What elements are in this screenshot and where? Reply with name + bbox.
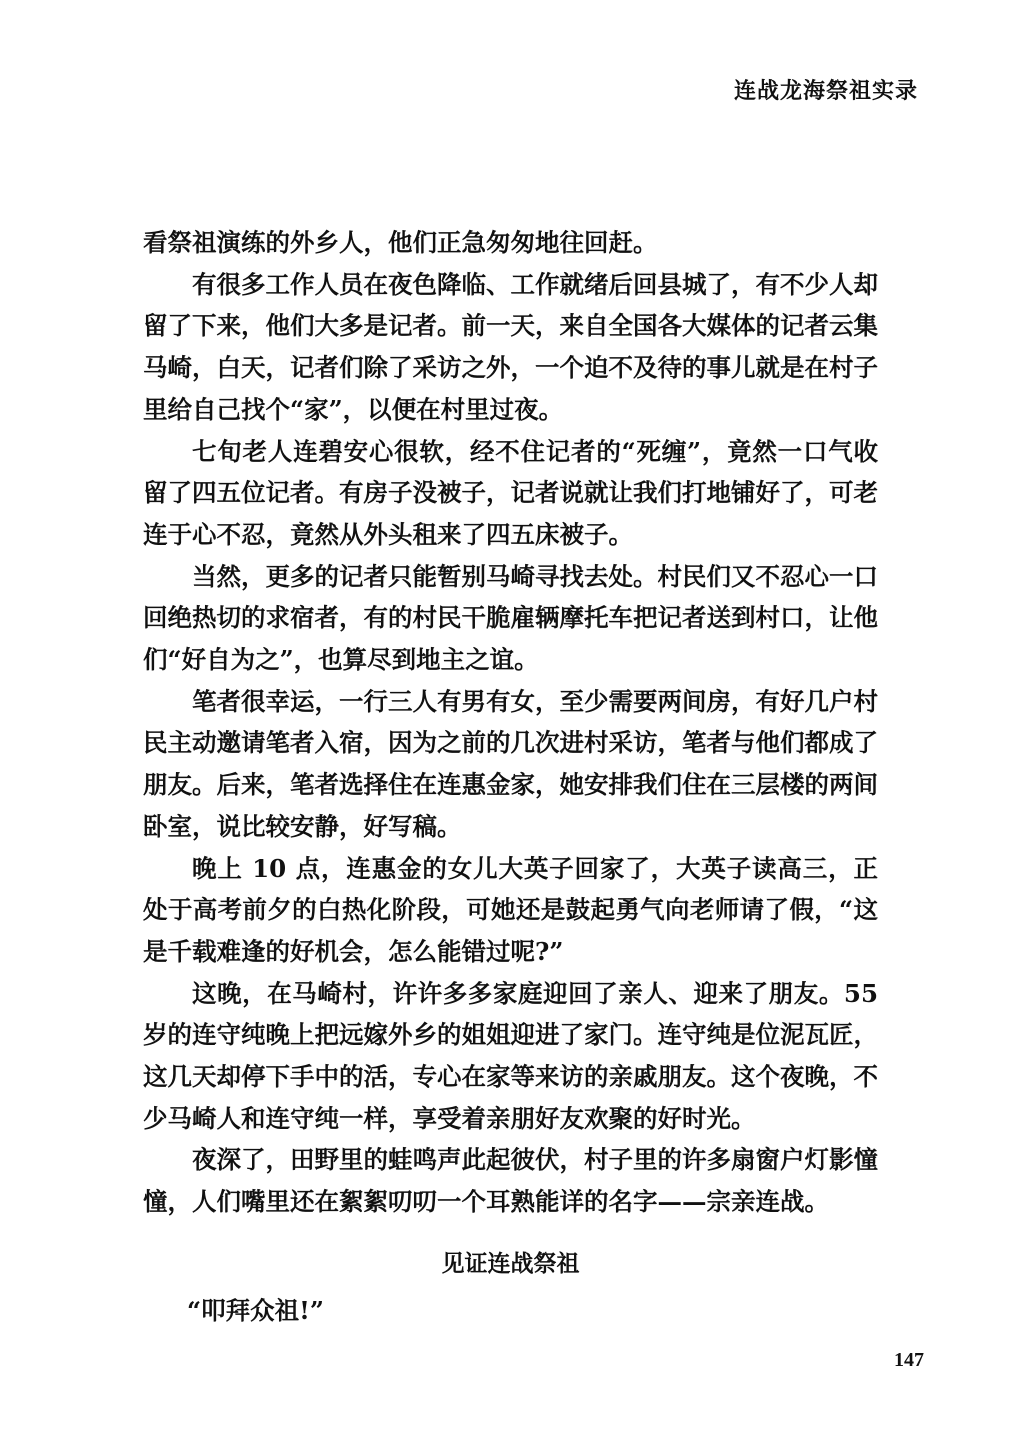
paragraph: 这晚，在马崎村，许许多多家庭迎回了亲人、迎来了朋友。55 岁的连守纯晚上把远嫁外乡的姐姐迎进了家门。连守纯是位泥瓦匠，这几天却停下手中的活，专心在家等来访的亲戚朋友。这个夜晚，不少马崎人和连守纯一样，享受着亲朋好友欢聚的好时光。 — [143, 978, 878, 1133]
paragraph: 笔者很幸运，一行三人有男有女，至少需要两间房，有好几户村民主动邀请笔者入宿，因为之前的几次进村采访，笔者与他们都成了朋友。后来，笔者选择住在连惠金家，她安排我们住在三层楼的两间卧室，说比较安静，好写稿。 — [143, 686, 878, 841]
paragraph: 当然，更多的记者只能暂别马崎寻找去处。村民们又不忍心一口回绝热切的求宿者，有的村民干脆雇辆摩托车把记者送到村口，让他们“好自为之”，也算尽到地主之谊。 — [143, 561, 878, 675]
paragraph: 晚上 10 点，连惠金的女儿大英子回家了，大英子读高三，正处于高考前夕的白热化阶段，可她还是鼓起勇气向老师请了假，“这是千载难逢的好机会，怎么能错过呢?” — [143, 853, 878, 966]
paragraph: 七旬老人连碧安心很软，经不住记者的“死缠”，竟然一口气收留了四五位记者。有房子没被子，记者说就让我们打地铺好了，可老连于心不忍，竟然从外头租来了四五床被子。 — [143, 436, 878, 549]
body-text — [143, 222, 878, 1223]
page-number: 147 — [894, 1349, 924, 1371]
paragraph: 有很多工作人员在夜色降临、工作就绪后回县城了，有不少人却留了下来，他们大多是记者。前一天，来自全国各大媒体的记者云集马崎，白天，记者们除了采访之外，一个迫不及待的事儿就是在村子里给自己找个“家”，以便在村里过夜。 — [143, 269, 878, 424]
paragraph: 夜深了，田野里的蛙鸣声此起彼伏，村子里的许多扇窗户灯影憧憧，人们嘴里还在絮絮叨叨一个耳熟能详的名字——宗亲连战。 — [143, 1145, 878, 1217]
section-title: 见证连战祭祖 — [441, 1250, 580, 1277]
running-header: 连战龙海祭祖实录 — [733, 78, 918, 104]
section-first-line: “叩拜众祖!” — [187, 1296, 324, 1325]
paragraph-continued: 看祭祖演练的外乡人，他们正急匆匆地往回赶。 — [143, 228, 658, 257]
